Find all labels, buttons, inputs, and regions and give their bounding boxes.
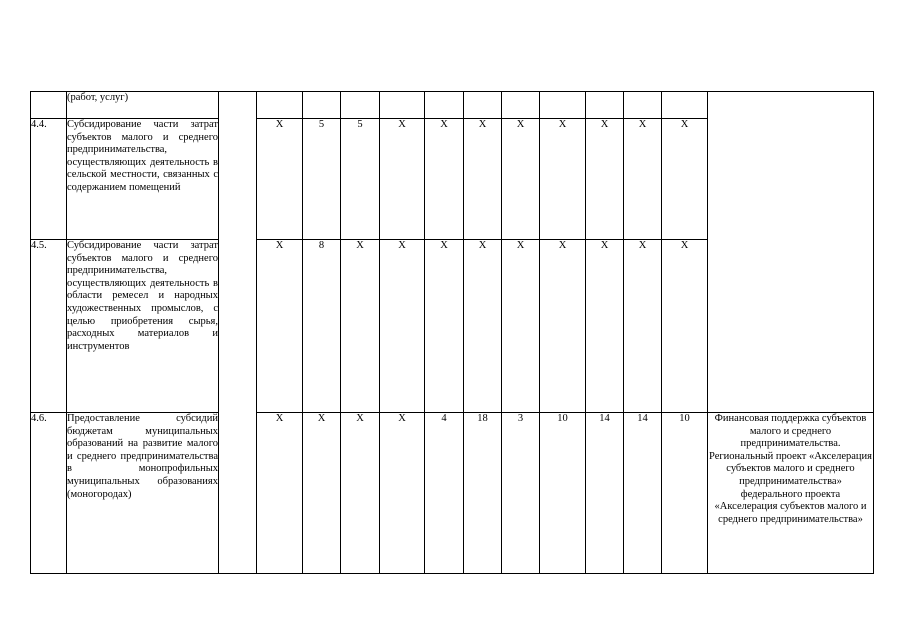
value-cell: 3 — [502, 413, 540, 574]
value-cell — [502, 92, 540, 119]
value-cell: 18 — [464, 413, 502, 574]
value-cell: X — [380, 413, 425, 574]
row-name: (работ, услуг) — [67, 92, 219, 119]
program-table — [30, 91, 874, 574]
value-cell: X — [540, 119, 586, 240]
value-cell: X — [341, 413, 380, 574]
value-cell: X — [624, 240, 662, 413]
row-name: Субсидирование части затрат субъектов малого и среднего предпринимательства, осуществляющих деятельность в области ремесел и народных художественных промыслов, с целью приобретения сырья, расходных материалов и инструментов — [67, 240, 219, 413]
value-cell: 14 — [586, 413, 624, 574]
row-number — [31, 92, 67, 119]
value-cell — [425, 92, 464, 119]
table-row — [31, 92, 874, 119]
merged-note-cell — [708, 92, 874, 413]
value-cell — [380, 92, 425, 119]
row-number: 4.5. — [31, 240, 67, 413]
value-cell — [303, 92, 341, 119]
table-row — [31, 413, 874, 574]
value-cell — [540, 92, 586, 119]
value-cell: X — [586, 119, 624, 240]
value-cell — [624, 92, 662, 119]
value-cell: X — [425, 119, 464, 240]
value-cell: 8 — [303, 240, 341, 413]
value-cell: 14 — [624, 413, 662, 574]
value-cell — [257, 92, 303, 119]
value-cell: 4 — [425, 413, 464, 574]
row-name: Предоставление субсидий бюджетам муниципальных образований на развитие малого и среднего предпринимательства в монопрофильных муниципальных образованиях (моногородах) — [67, 413, 219, 574]
value-cell: X — [341, 240, 380, 413]
value-cell — [662, 92, 708, 119]
value-cell: X — [502, 119, 540, 240]
value-cell: X — [380, 240, 425, 413]
value-cell — [464, 92, 502, 119]
value-cell: 5 — [303, 119, 341, 240]
value-cell: X — [662, 240, 708, 413]
merged-empty-column — [219, 92, 257, 574]
value-cell: X — [257, 240, 303, 413]
value-cell: X — [380, 119, 425, 240]
value-cell: 10 — [662, 413, 708, 574]
value-cell: X — [257, 413, 303, 574]
value-cell: X — [540, 240, 586, 413]
value-cell: 5 — [341, 119, 380, 240]
row-note: Финансовая поддержка субъектов малого и среднего предпринимательства. Региональный проект «Акселерация субъектов малого и среднего предпринимательства» федерального проекта «Акселерация субъектов малого и среднего предпринимательства» — [708, 413, 874, 574]
value-cell: X — [257, 119, 303, 240]
row-name: Субсидирование части затрат субъектов малого и среднего предпринимательства, осуществляющих деятельность в сельской местности, связанных с содержанием помещений — [67, 119, 219, 240]
value-cell: X — [464, 119, 502, 240]
value-cell — [341, 92, 380, 119]
value-cell: X — [624, 119, 662, 240]
value-cell: X — [303, 413, 341, 574]
value-cell: X — [425, 240, 464, 413]
value-cell: X — [586, 240, 624, 413]
value-cell: X — [464, 240, 502, 413]
value-cell: 10 — [540, 413, 586, 574]
value-cell: X — [662, 119, 708, 240]
value-cell: X — [502, 240, 540, 413]
row-number: 4.4. — [31, 119, 67, 240]
row-number: 4.6. — [31, 413, 67, 574]
value-cell — [586, 92, 624, 119]
